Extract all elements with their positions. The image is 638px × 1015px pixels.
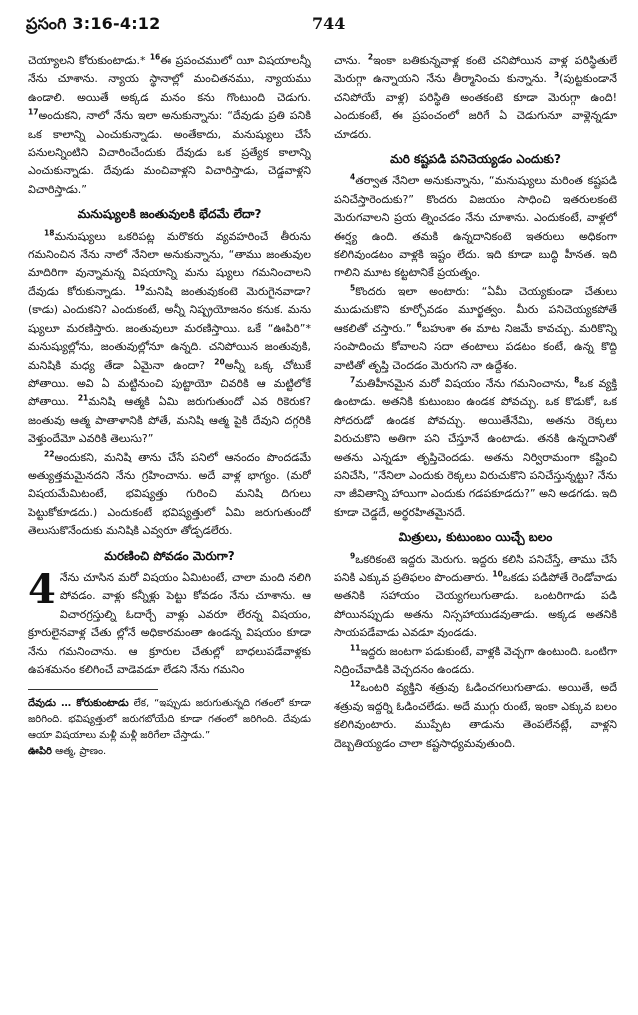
verse-number: 5 [350,283,356,293]
text: ఈ ప్రపంచములో యీ విషయాలన్నీ నేను చూశాను. న్యాయ స్థానాల్లో మంచితనము, న్యాయము ఉండాలి. అయితే అక్కడ మనం కను గొంటుంది చెడుగు. [28,54,311,104]
text: నేను చూసిన మరో విషయం ఏమిటంటే, చాలా మంది నలిగి పోవడం. వాళ్లు కన్నీళ్లు పెట్టు కోవడం నేను చూశాను. ఆ విచారగ్రస్తుల్ని ఓదార్చే వాళ్లు ఎవరూ లేరన్న విషయం, క్రూరులైనవాళ్ల చేతు ల్లోనే అధికారమంతా ఉండన్న విషయం కూడా నేను గమనించాను. ఆ క్రూరుల చేతుల్లో బాధలుపడేవాళ్లకు ఉపశమనం కలిగించే వాడెవడూ లేడని నేను గమనిం [28,570,311,676]
text: (పుట్టకుండానే చనిపోయే వాళ్ల) పరిస్థితి అంతకంటె కూడా మెరుగ్గా ఉంది! ఎందుకంటే, ఈ ప్రపంచంలో జరిగే ఏ చెడుగునూ వాళ్లెన్నడూ చూడరు. [334,72,617,141]
text: మతిహీనమైన మరో విషయం నేను గమనించాను, [355,376,575,390]
verse-number: 20 [214,356,225,366]
verse-number: 6 [416,320,422,330]
footnote-text: లేక, “ఇప్పుడు జరుగుతున్నది గతంలో కూడా జరిగింది. భవిష్యత్తులో జరుగబోయేది కూడా గతంలో జరిగింది. దేవుడు ఆయా విషయాలు మళ్లీ మళ్లీ జరిగేలా చేస్తాడు.” [28,698,311,742]
paragraph [334,283,617,375]
text: ఒక వ్యక్తి ఉంటాడు. అతనికి కుటుంబం ఉండక పోవచ్చు. ఒక కొడుకో, ఒక సోదరుడో ఉండక పోవచ్చు. అయితేనేమి, అతను రెక్కలు విరుచుకొని అతిగా పని చేస్తూనే ఉంటాడు. తనకి ఉన్నదానితో అతను ఎన్నడూ తృప్తిచెందడు. అతను నిర్విరామంగా కష్టించి పనిచేసి, “నేనిలా ఎందుకు రెక్కలు విరుచుకొని పనిచేస్తున్నట్టు? నేను నా జీవితాన్ని హాయిగా ఎందుకు గడపకూడదు?” అని అడగడు. ఇది కూడా చెడ్డదే, అర్థరహితమైనదే. [334,376,617,519]
section-heading: మరి కష్టపడి పనిచెయ్యడం ఎందుకు? [390,152,561,167]
section-heading: మిత్రులు, కుటుంబం యిచ్చే బలం [398,530,553,545]
footnote-divider [28,689,158,690]
text: అందుకని, మనిషి తాను చేసే పనిలో ఆనందం పొందడమే అత్యుత్తమమైనదని నేను గ్రహించాను. అదే వాళ్ల భాగ్యం. (మరో విషయమేమిటంటే, భవిష్యత్తు గురించి మనిషి దిగులు పెట్టుకోకూడదు.) ఎందుకంటే భవిష్యత్తులో ఏమి జరుగుతుందో తెలుసుకొనేందుకు మనిషికి ఎవ్వరూ తోడ్పడలేరు. [28,450,311,538]
verse-number: 8 [574,375,580,385]
verse-number: 21 [77,393,89,403]
text: తర్వాత నేనిలా అనుకున్నాను, “మనుష్యులు మరింత కష్టపడి పనిచేస్తారెందుకు?” కొందరు విజయం సాధించి ఇతరులకంటె మెరుగవాలని ప్రయ త్నించడం నేను చూశాను. ఎందుకంటే, వాళ్లలో ఈర్ష్య ఉంది. తమకి ఉన్నదానికంటె ఇతరులు అధికంగా కలిగివుండటం వాళ్లకి ఇష్టం లేదు. ఇది కూడా బుద్ధి హీనత. ఇది గాలిని మూట కట్టటానికే ప్రయత్నం. [334,174,617,280]
paragraph [334,551,617,643]
text: ఒకరికంటె ఇద్దరు మెరుగు. ఇద్దరు కలిసి పనిచేస్తే, తాము చేసే పనికి ఎక్కువ ప్రతిఫలం పొందుతారు. [334,552,617,584]
text: చాను. [334,54,368,67]
verse-number: 11 [350,642,361,652]
verse-number: 16 [149,52,161,62]
footnote-term: ఊపిరి [28,746,52,758]
verse-number: 10 [492,569,503,579]
verse-number: 7 [350,375,356,385]
verse-number: 18 [44,228,55,237]
text: కొందరు ఇలా అంటారు: “ఏమీ చెయ్యకుండా చేతులు ముడుచుకొని కూర్చోవడం మూర్ఖత్వం. మీరు పనిచెయ్యకపోతే ఆకలితో చస్తారు.” [334,284,617,335]
verse-number: 4 [350,172,356,182]
text: మనిషి జంతువుకంటె మెరుగైనవాడా? (కాడు) ఎందుకని? ఎందుకంటే, అన్నీ నిష్ప్రయోజనం కనుక. మను ష్యులూ మరణిస్తారు. జంతువులూ మరణిస్తాయి. ఒకే “ఊపిరి”* మనుష్యుల్లోను, జంతువుల్లోనూ ఉన్నది. చనిపోయిన జంతువుకి, మనిషికి మధ్య తేడా ఏమైనా ఉందా? [28,284,311,372]
text: బహుశా ఈ మాట నిజమే కావచ్చు. మరికొన్ని సంపాదించు కోవాలని సదా తంటాలు పడటం కంటే, ఉన్న కొద్ది వాటితో తృప్తి చెందడం మెరుగని నా ఉద్దేశం. [334,321,617,372]
paragraph [28,52,311,199]
verse-number: 22 [44,448,55,458]
text: మనుష్యులు ఒకరిపట్ల మరొకరు వ్యవహరించే తీరును గమనించిన నేను నాలో నేనిలా అనుకున్నాను, “తాము జంతువుల మాదిరిగా వున్నామన్న విషయాన్ని మను ష్యులు గమనించాలని దేవుడు కోరుకున్నాడు. [28,229,311,298]
paragraph [334,679,617,753]
verse-number: 2 [367,52,374,62]
verse-number: 12 [350,679,361,689]
paragraph [334,172,617,282]
paragraph [334,375,617,522]
paragraph [28,565,311,679]
verse-number: 9 [350,550,356,560]
text: ఇంకా బతికున్నవాళ్ల కంటె చనిపోయిన వాళ్ల పరిస్థితులే మెరుగ్గా ఉన్నాయని నేను తీర్మానించు కున్నాను. [334,54,617,86]
page-number: 744 [312,14,346,33]
footnote [28,744,311,760]
paragraph [28,228,311,449]
footnote [28,696,311,744]
text: చెయ్యాలని కోరుకుంటాడు.* [28,54,150,67]
text: ఇద్దరు జంటగా పడుకుంటే, వాళ్లకి వెచ్చగా ఉంటుంది. ఒంటిగా నిద్రించేవాడికి వెచ్చదనం ఉండదు. [334,644,617,676]
book-reference: ప్రసంగి 3:16-4:12 [26,14,161,33]
paragraph [28,449,311,541]
paragraph [334,52,617,144]
verse-number: 3 [553,70,560,80]
page-header [26,14,612,44]
paragraph [334,643,617,680]
text: ఒంటరి వ్యక్తిని శత్రువు ఓడించగలుగుతాడు. అయితే, అదే శత్రువు ఇద్దర్ని ఓడించలేడు. అదే ముగ్గు రుంటే, ఇంకా ఎక్కువ బలం కలిగివుంటారు. ముప్పేట తాడును తెంపలేనట్లే, వాళ్లని దెబ్బతియ్యడం చాలా కష్టసాధ్యమవుతుంది. [334,681,617,750]
text: అన్నీ ఒక్క చోటుకే పోతాయి. అవి ఏ మట్టినుంచి పుట్టాయో చివరికి ఆ మట్టిలోకే పోతాయి. [28,358,311,409]
footnote-term: దేవుడు … కోరుకుంటాడు [28,698,129,710]
text: అందుకని, నాలో నేను ఇలా అనుకున్నాను: “దేవుడు ప్రతి పనికి ఒక కాలాన్ని ఎంచుకున్నాడు. అంతేకాదు, మనుష్యులు చేసే పనులన్నింటిని విచారించేందుకు దేవుడు ఒక ప్రత్యేక కాలాన్ని ఎంచుకున్నాడు. దేవుడు మంచివాళ్లని విచారిస్తాడు, చెడ్డవాళ్లని విచారిస్తాడు.” [28,109,311,196]
section-heading: మరణించి పోవడం మెరుగా? [104,548,235,563]
verse-number: 19 [134,283,146,293]
left-column [28,52,311,997]
right-column [334,52,617,997]
footnote-text: ఆత్మ, ప్రాణం. [52,746,107,758]
chapter-number: 4 [28,565,56,613]
verse-number: 17 [28,107,39,117]
text: ఒకడు పడిపోతే రెండోవాడు అతనికి సహాయం చెయ్యగలుగుతాడు. ఒంటరిగాడు పడి పోయినప్పుడు అతను నిస్సహాయుడవుతాడు. అక్కడ అతనికి సాయపడేవాడు ఎవడూ వుండడు. [334,570,617,640]
text: మనిషి ఆత్మకి ఏమి జరుగుతుందో ఎవ రికెరుక? జంతువు ఆత్మ పాతాళానికి పోతే, మనిషి ఆత్మ పైకి దేవుని దగ్గరికి వెళ్తుందేమో ఎవరికి తెలుసు?” [28,395,311,446]
section-heading: మనుష్యులకి జంతువులకి భేదమే లేదా? [77,207,262,222]
